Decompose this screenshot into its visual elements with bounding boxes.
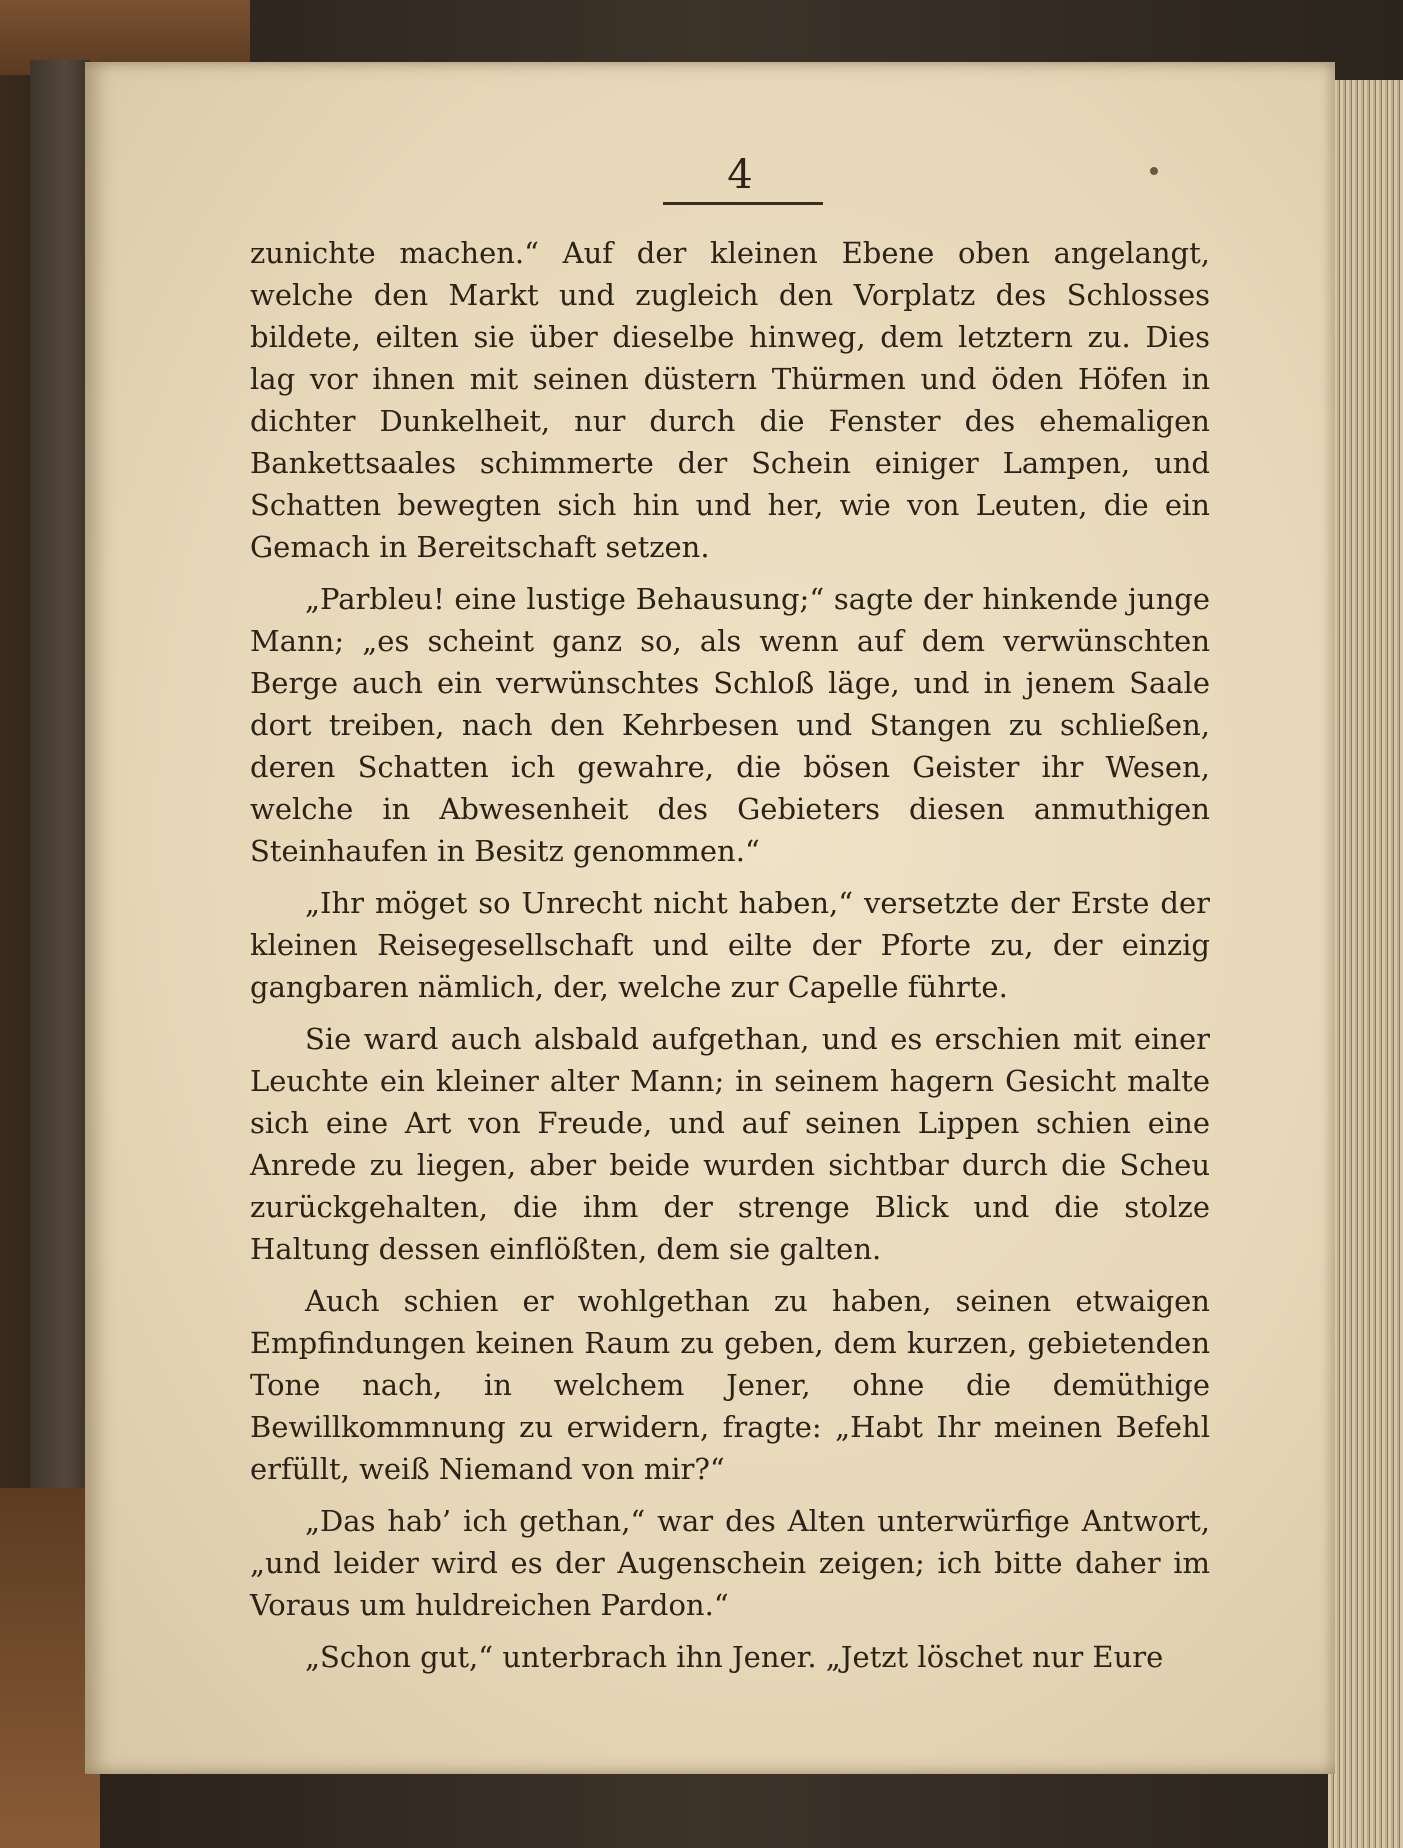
paragraph: zunichte machen.“ Auf der kleinen Ebene oben angelangt, welche den Markt und zugleich den Vorplatz des Schlosses bildete, eilten sie über dieselbe hinweg, dem letztern zu. Dies lag vor ihnen mit seinen düstern Thürmen und öden Höfen in dichter Dunkelheit, nur durch die Fenster des ehemaligen Bankettsaales schimmerte der Schein einiger Lampen, und Schatten bewegten sich hin und her, wie von Leuten, die ein Gemach in Bereitschaft setzen. [250, 236, 1210, 564]
paragraph: „Parbleu! eine lustige Behausung;“ sagte der hinkende junge Mann; „es scheint ganz so, als wenn auf dem verwünschten Berge auch ein verwünschtes Schloß läge, und in jenem Saale dort treiben, nach den Kehrbesen und Stangen zu schließen, deren Schatten ich gewahre, die bösen Geister ihr Wesen, welche in Abwesenheit des Gebieters diesen anmuthigen Steinhaufen in Besitz genommen.“ [250, 582, 1210, 868]
page-stack-edge [1328, 80, 1403, 1848]
paragraph: „Das hab’ ich gethan,“ war des Alten unterwürfige Antwort, „und leider wird es der Augenschein zeigen; ich bitte daher im Voraus um huldreichen Pardon.“ [250, 1504, 1210, 1622]
paragraph: Auch schien er wohlgethan zu haben, seinen etwaigen Empfindungen keinen Raum zu geben, dem kurzen, gebietenden Tone nach, in welchem Jener, ohne die demüthige Bewillkommnung zu erwidern, fragte: „Habt Ihr meinen Befehl erfüllt, weiß Niemand von mir?“ [250, 1284, 1210, 1486]
paragraph: „Ihr möget so Unrecht nicht haben,“ versetzte der Erste der kleinen Reisegesellschaft und eilte der Pforte zu, der einzig gangbaren nämlich, der, welche zur Capelle führte. [250, 886, 1210, 1004]
page-number: 4 [727, 152, 753, 198]
ink-spot [1150, 167, 1158, 175]
paragraph: Sie ward auch alsbald aufgethan, und es erschien mit einer Leuchte ein kleiner alter Mann; in seinem hagern Gesicht malte sich eine Art von Freude, und auf seinen Lippen schien eine Anrede zu liegen, aber beide wurden sichtbar durch die Scheu zurückgehalten, die ihm der strenge Blick und die stolze Haltung dessen einflößten, dem sie galten. [250, 1022, 1210, 1266]
body-text [250, 232, 1210, 1688]
paragraph: „Schon gut,“ unterbrach ihn Jener. „Jetzt löschet nur Eure [305, 1640, 1164, 1674]
header-rule [663, 202, 823, 205]
book-page [85, 62, 1335, 1774]
